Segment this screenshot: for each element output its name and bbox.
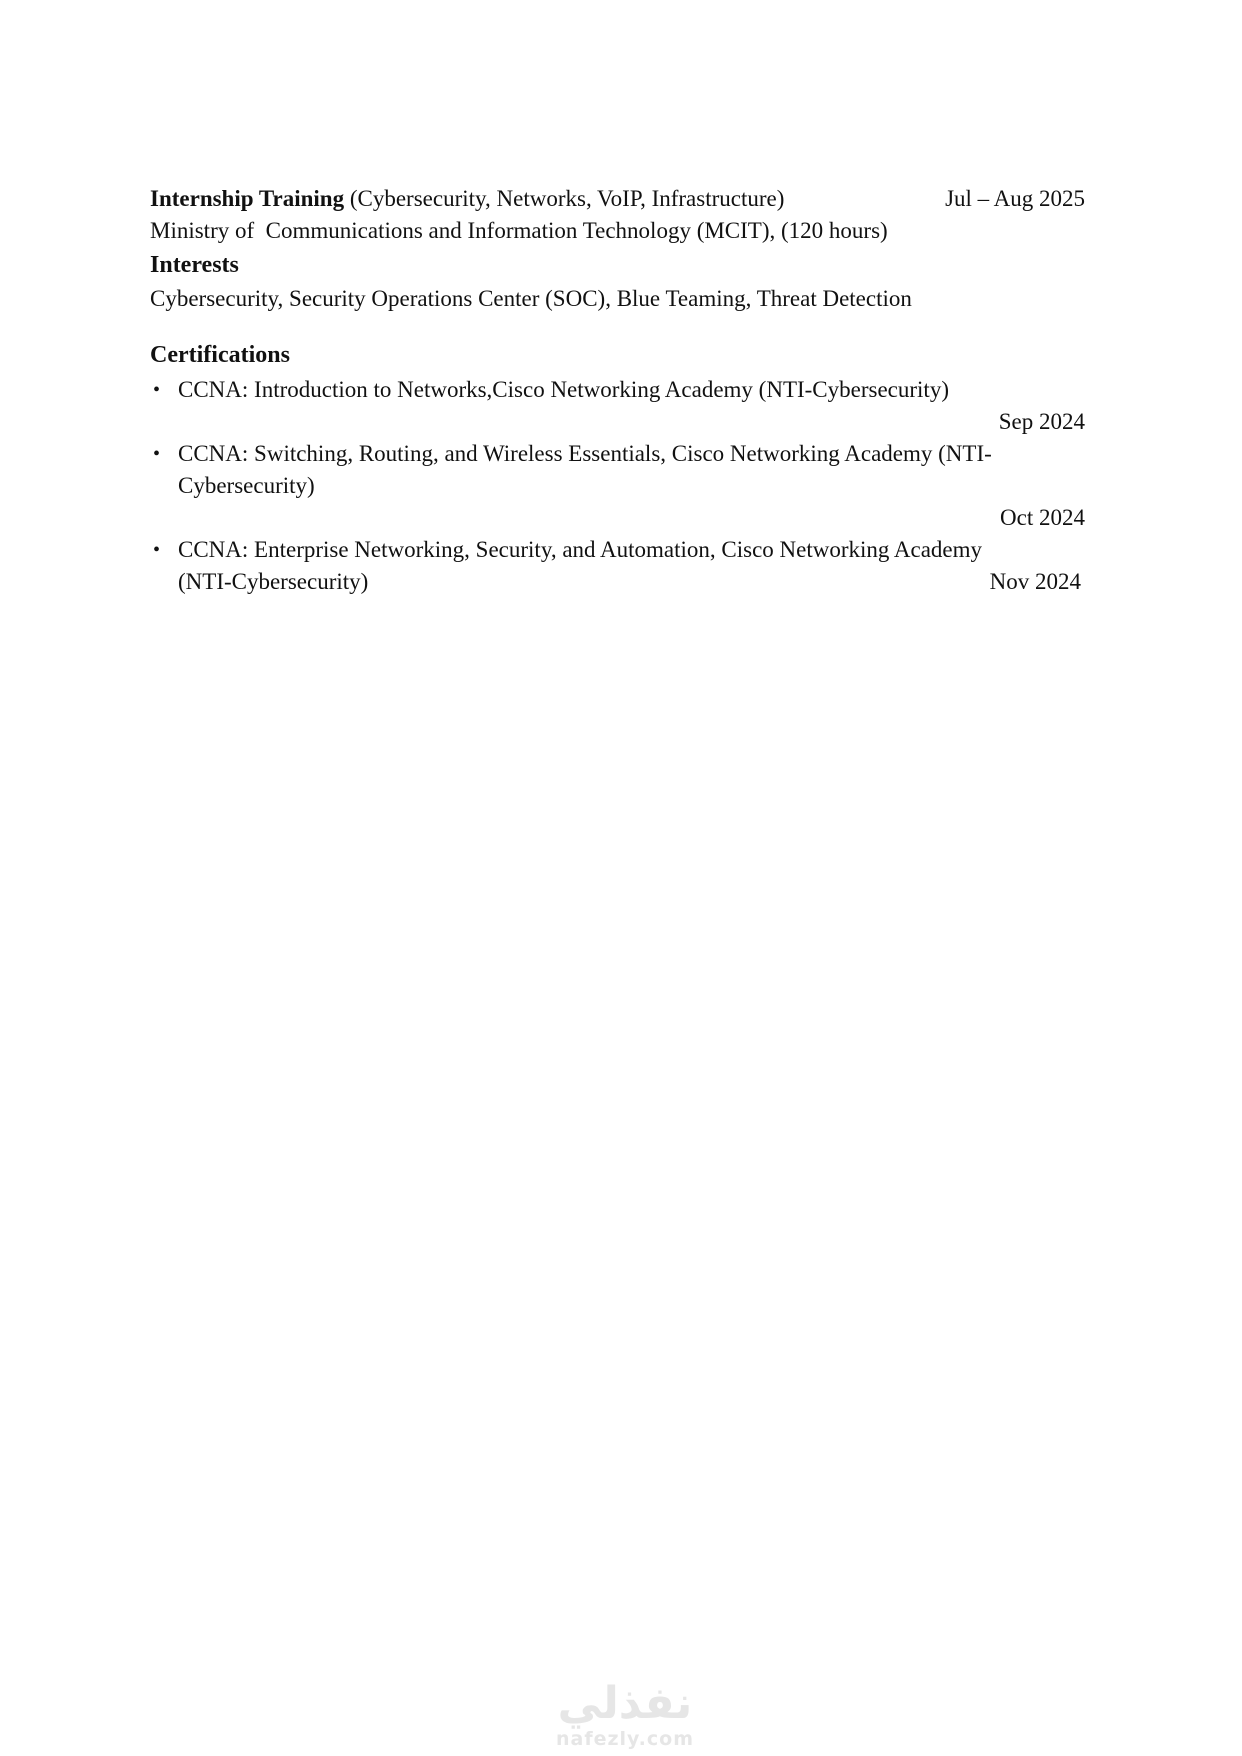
watermark-logo (540, 1680, 710, 1750)
certification-title: CCNA: Enterprise Networking, Security, and Automation, Cisco Networking Academy (178, 537, 983, 562)
internship-areas: (Cybersecurity, Networks, VoIP, Infrastructure) (349, 186, 785, 211)
resume-content (150, 183, 1085, 598)
bullet-icon: • (153, 443, 161, 465)
certification-title-continued: (NTI-Cybersecurity) (178, 569, 369, 594)
certification-date: Nov 2024 (989, 569, 1081, 594)
internship-heading (150, 183, 784, 215)
certifications-heading: Certifications (150, 342, 290, 368)
certifications-list (150, 374, 1085, 598)
internship-header-row (150, 183, 1085, 215)
internship-organization: Ministry of Communications and Information Technology (MCIT), (120 hours) (150, 218, 888, 243)
certification-title: CCNA: Introduction to Networks,Cisco Networking Academy (NTI-Cybersecurity) (178, 377, 949, 402)
certification-title-continued: Cybersecurity) (178, 473, 315, 498)
certification-date: Sep 2024 (998, 409, 1085, 434)
bullet-icon: • (153, 379, 161, 401)
interests-heading: Interests (150, 252, 239, 278)
certification-date: Oct 2024 (1000, 505, 1085, 530)
certification-item (150, 438, 1085, 534)
certification-item (150, 534, 1085, 598)
certification-item (150, 374, 1085, 438)
internship-dates: Jul – Aug 2025 (945, 186, 1085, 211)
internship-title: Internship Training (150, 186, 345, 211)
certification-last-line (178, 566, 1085, 598)
interests-text: Cybersecurity, Security Operations Center (SOC), Blue Teaming, Threat Detection (150, 286, 912, 311)
bullet-icon: • (153, 539, 161, 561)
watermark-logo-text: نفذلي (557, 1678, 693, 1729)
watermark-url: nafezly.com (555, 1728, 695, 1750)
certification-title: CCNA: Switching, Routing, and Wireless Essentials, Cisco Networking Academy (NTI- (178, 441, 992, 466)
